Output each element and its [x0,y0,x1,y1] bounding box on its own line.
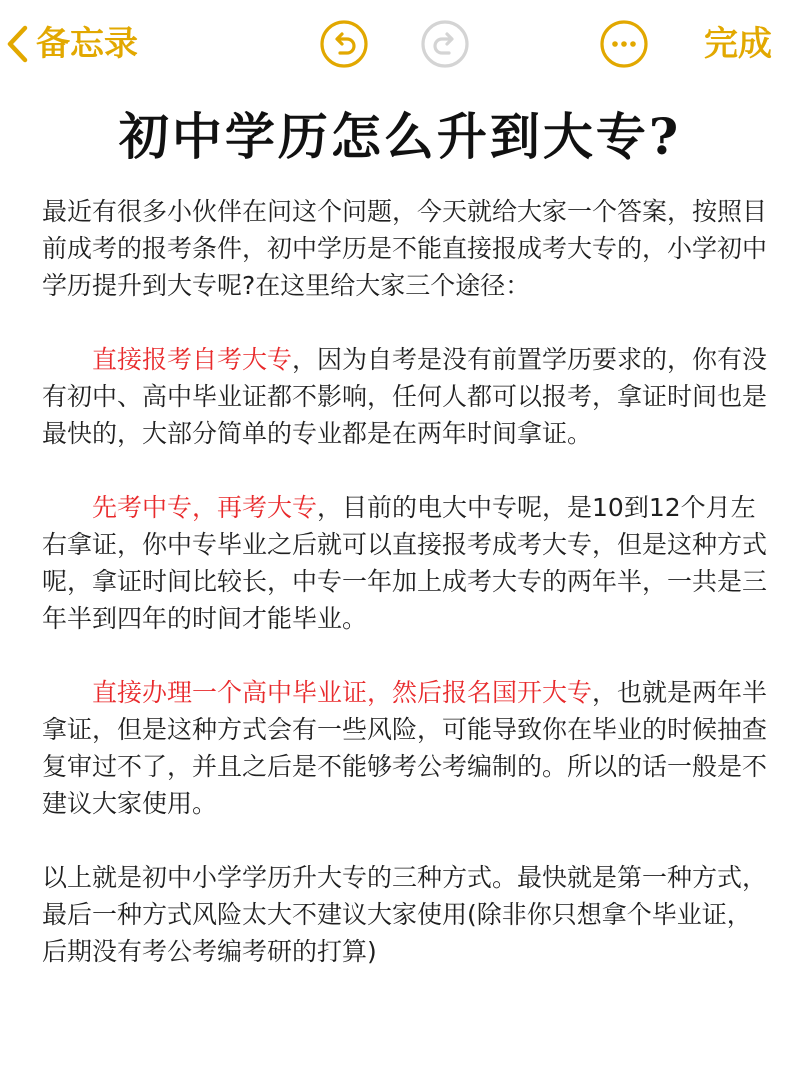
undo-icon [319,19,369,69]
back-label: 备忘录 [36,24,138,64]
route-1-highlight: 直接报考自考大专 [92,345,293,374]
more-button[interactable] [599,19,649,69]
chevron-left-icon [4,24,30,64]
more-icon [599,19,649,69]
route-1-paragraph [42,341,772,452]
conclusion-paragraph: 以上就是初中小学学历升大专的三种方式。最快就是第一种方式，最后一种方式风险太大不建议大家使用(除非你只想拿个毕业证，后期没有考公考编考研的打算) [42,863,768,966]
note-title: 初中学历怎么升到大专? [118,107,682,166]
route-1-text: ，因为自考是没有前置学历要求的，你有没有初中、高中毕业证都不影响，任何人都可以报考，拿证时间也是最快的，大部分简单的专业都是在两年时间拿证。 [42,345,768,448]
undo-button[interactable] [319,19,369,69]
route-3-highlight: 直接办理一个高中毕业证，然后报名国开大专 [92,678,593,707]
route-3-paragraph [42,674,772,822]
note-body[interactable] [42,193,772,970]
route-2-highlight: 先考中专，再考大专 [92,493,318,522]
route-3-text: ，也就是两年半拿证，但是这种方式会有一些风险，可能导致你在毕业的时候抽查复审过不了，并且之后是不能够考公考编制的。所以的话一般是不建议大家使用。 [42,678,768,818]
redo-icon [420,19,470,69]
route-2-paragraph [42,489,772,637]
back-button[interactable] [4,18,138,70]
redo-button[interactable] [420,19,470,69]
route-2-text: ，目前的电大中专呢，是10到12个月左右拿证，你中专毕业之后就可以直接报考成考大专，但是这种方式呢，拿证时间比较长，中专一年加上成考大专的两年半，一共是三年半到四年的时间才能毕业。 [42,493,768,633]
notes-toolbar [0,0,800,92]
intro-paragraph: 最近有很多小伙伴在问这个问题，今天就给大家一个答案，按照目前成考的报考条件，初中学历是不能直接报成考大专的，小学初中学历提升到大专呢?在这里给大家三个途径： [42,197,768,300]
done-button[interactable]: 完成 [704,24,772,64]
